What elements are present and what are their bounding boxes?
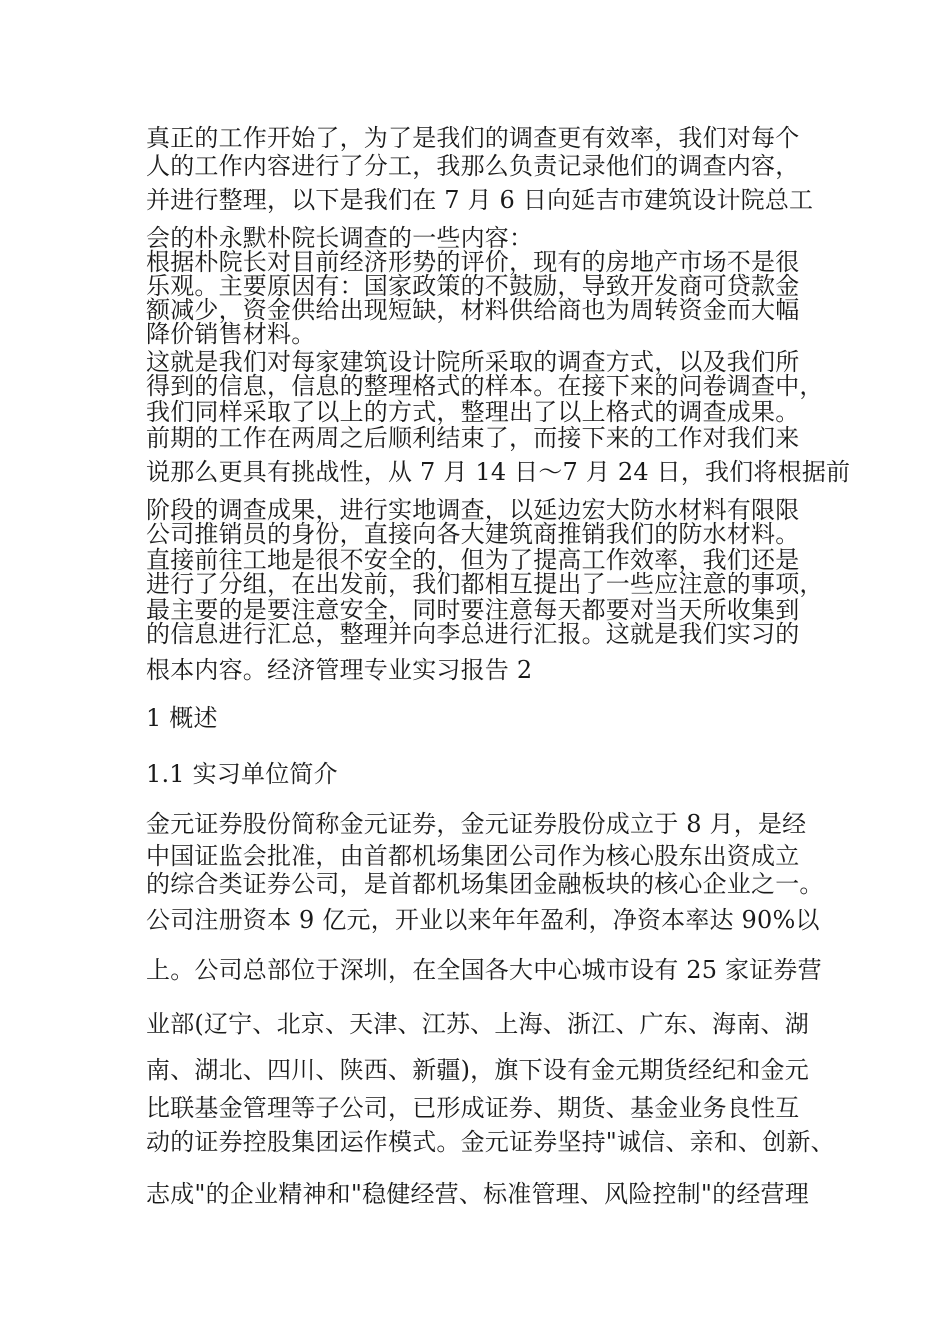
text-line: 比联基金管理等子公司，已形成证券、期货、基金业务良性互 [146,1094,800,1122]
text-line: 的信息进行汇总，整理并向李总进行汇报。这就是我们实习的 [146,620,800,648]
section-heading: 1 概述 [146,704,218,732]
text-line: 乐观。主要原因有：国家政策的不鼓励，导致开发商可贷款金 [146,272,800,300]
text-line: 的综合类证券公司，是首都机场集团金融板块的核心企业之一。 [146,870,824,898]
subsection-heading: 1.1 实习单位简介 [146,760,338,788]
text-line: 这就是我们对每家建筑设计院所采取的调查方式，以及我们所 [146,348,800,376]
text-line: 上。公司总部位于深圳，在全国各大中心城市设有 25 家证券营 [146,956,822,984]
text-line: 进行了分组，在出发前，我们都相互提出了一些应注意的事项， [146,570,824,598]
text-line: 阶段的调查成果，进行实地调查，以延边宏大防水材料有限限 [146,496,800,524]
text-line: 前期的工作在两周之后顺利结束了，而接下来的工作对我们来 [146,424,800,452]
text-line: 公司推销员的身份，直接向各大建筑商推销我们的防水材料。 [146,520,800,548]
text-line: 中国证监会批准，由首都机场集团公司作为核心股东出资成立 [146,842,800,870]
text-line: 我们同样采取了以上的方式，整理出了以上格式的调查成果。 [146,398,800,426]
text-line: 南、湖北、四川、陕西、新疆)，旗下设有金元期货经纪和金元 [146,1056,809,1084]
text-line: 公司注册资本 9 亿元，开业以来年年盈利，净资本率达 90%以 [146,906,820,934]
text-line: 金元证券股份简称金元证券，金元证券股份成立于 8 月，是经 [146,810,807,838]
text-line: 降价销售材料。 [146,320,316,348]
text-line: 说那么更具有挑战性，从 7 月 14 日～7 月 24 日，我们将根据前 [146,458,851,486]
text-line: 根据朴院长对目前经济形势的评价，现有的房地产市场不是很 [146,248,800,276]
text-line: 最主要的是要注意安全，同时要注意每天都要对当天所收集到 [146,596,800,624]
text-line: 并进行整理，以下是我们在 7 月 6 日向延吉市建筑设计院总工 [146,186,814,214]
text-line: 会的朴永默朴院长调查的一些内容： [146,224,534,252]
text-line: 业部(辽宁、北京、天津、江苏、上海、浙江、广东、海南、湖 [146,1010,809,1038]
text-line: 根本内容。经济管理专业实习报告 2 [146,656,533,684]
text-line: 直接前往工地是很不安全的，但为了提高工作效率，我们还是 [146,546,800,574]
text-line: 真正的工作开始了，为了是我们的调查更有效率，我们对每个 [146,124,800,152]
text-line: 动的证券控股集团运作模式。金元证券坚持"诚信、亲和、创新、 [146,1128,835,1156]
text-line: 额减少，资金供给出现短缺，材料供给商也为周转资金而大幅 [146,296,800,324]
text-line: 得到的信息，信息的整理格式的样本。在接下来的问卷调查中， [146,372,824,400]
text-line: 人的工作内容进行了分工，我那么负责记录他们的调查内容， [146,152,800,180]
text-line: 志成"的企业精神和"稳健经营、标准管理、风险控制"的经营理 [146,1180,809,1208]
